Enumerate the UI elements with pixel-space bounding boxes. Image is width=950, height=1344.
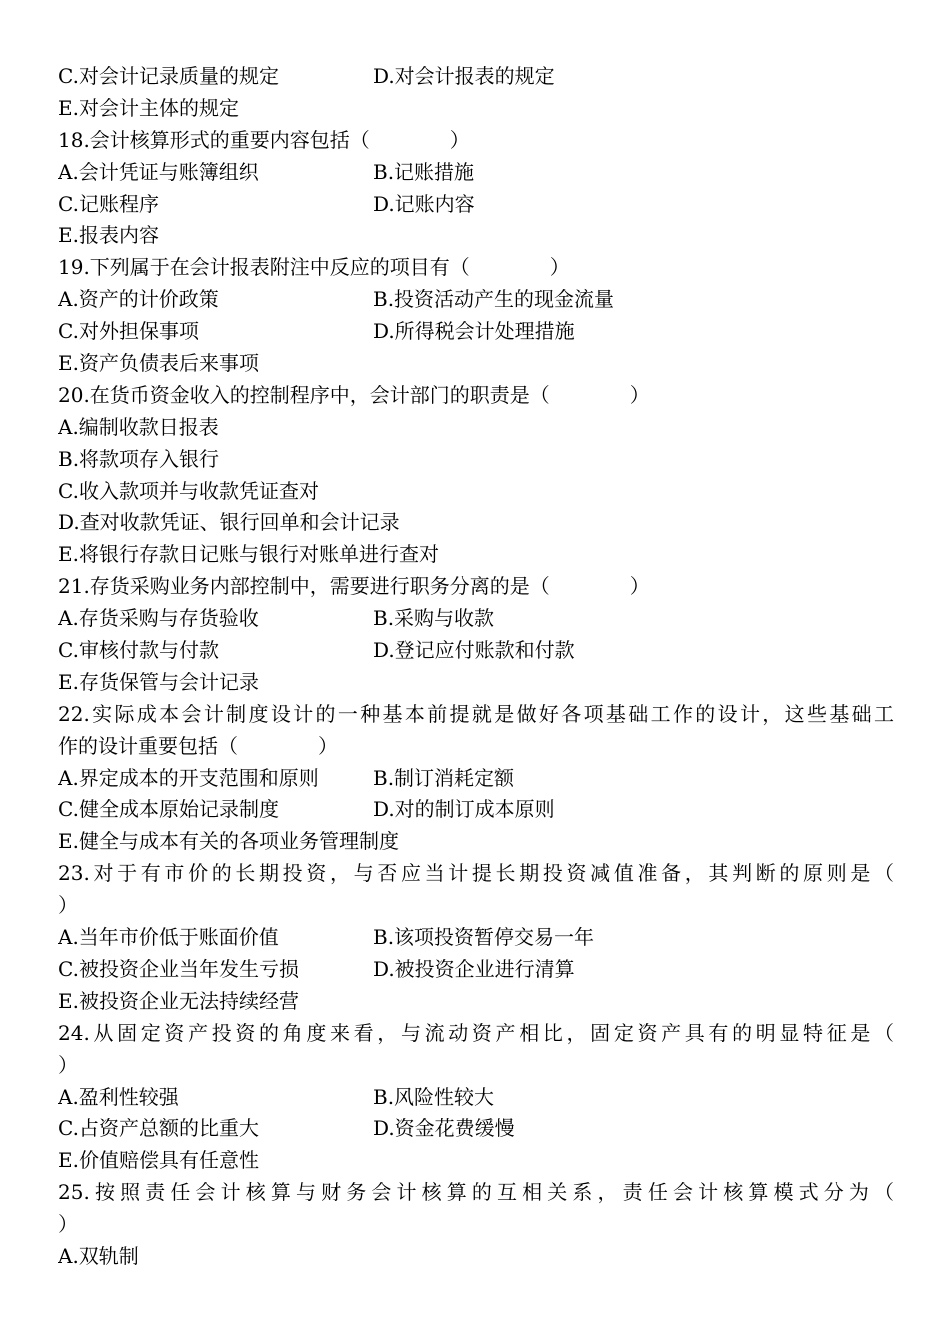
option-text: B.记账措施 bbox=[373, 159, 475, 184]
option-row bbox=[58, 794, 894, 826]
text-line: ） bbox=[58, 893, 78, 918]
option-row bbox=[58, 954, 894, 986]
question-text: 18.会计核算形式的重要内容包括（ ） bbox=[58, 127, 470, 152]
option-text: B.该项投资暂停交易一年 bbox=[373, 925, 595, 950]
option-row bbox=[58, 603, 894, 635]
question-text: 21.存货采购业务内部控制中，需要进行职务分离的是（ ） bbox=[58, 574, 650, 599]
text-line: E.健全与成本有关的各项业务管理制度 bbox=[58, 829, 399, 854]
text-line: E.将银行存款日记账与银行对账单进行查对 bbox=[58, 542, 439, 567]
option-text: D.对的制订成本原则 bbox=[373, 797, 555, 822]
text-line: E.被投资企业无法持续经营 bbox=[58, 988, 299, 1013]
option-text: B.制订消耗定额 bbox=[373, 765, 515, 790]
option-text: A.资产的计价政策 bbox=[58, 287, 219, 312]
text-line: ） bbox=[58, 1212, 78, 1237]
text-line: C.收入款项并与收款凭证查对 bbox=[58, 478, 319, 503]
option-text: D.所得税会计处理措施 bbox=[373, 319, 575, 344]
option-text: B.采购与收款 bbox=[373, 606, 495, 631]
option-row bbox=[58, 61, 894, 93]
option-row bbox=[58, 284, 894, 316]
option-text: C.记账程序 bbox=[58, 191, 159, 216]
option-text: D.记账内容 bbox=[373, 191, 475, 216]
option-text: A.存货采购与存货验收 bbox=[58, 606, 259, 631]
option-text: C.对会计记录质量的规定 bbox=[58, 64, 279, 88]
question-text: 20.在货币资金收入的控制程序中，会计部门的职责是（ ） bbox=[58, 382, 650, 407]
option-text: C.占资产总额的比重大 bbox=[58, 1116, 259, 1141]
option-text: A.界定成本的开支范围和原则 bbox=[58, 765, 319, 790]
option-row bbox=[58, 1113, 894, 1145]
text-line: E.资产负债表后来事项 bbox=[58, 351, 259, 376]
option-row bbox=[58, 316, 894, 348]
text-line: D.查对收款凭证、银行回单和会计记录 bbox=[58, 510, 400, 535]
text-line: 作的设计重要包括（ ） bbox=[58, 733, 338, 758]
option-text: A.会计凭证与账簿组织 bbox=[58, 159, 259, 184]
question-text: 23.对于有市价的长期投资，与否应当计提长期投资减值准备，其判断的原则是（ bbox=[58, 861, 894, 886]
option-row bbox=[58, 189, 894, 221]
text-line: A.双轨制 bbox=[58, 1243, 139, 1268]
option-row bbox=[58, 635, 894, 667]
option-text: A.盈利性较强 bbox=[58, 1084, 179, 1109]
question-text: 24.从固定资产投资的角度来看，与流动资产相比，固定资产具有的明显特征是（ bbox=[58, 1020, 894, 1045]
option-text: B.风险性较大 bbox=[373, 1084, 495, 1109]
document-body bbox=[58, 61, 894, 1273]
text-line: E.存货保管与会计记录 bbox=[58, 669, 259, 694]
option-text: D.对会计报表的规定 bbox=[373, 64, 555, 88]
option-text: D.登记应付账款和付款 bbox=[373, 638, 575, 663]
text-line: E.报表内容 bbox=[58, 223, 159, 248]
option-text: C.审核付款与付款 bbox=[58, 638, 219, 663]
option-row bbox=[58, 1082, 894, 1114]
option-row bbox=[58, 922, 894, 954]
question-text: 19.下列属于在会计报表附注中反应的项目有（ ） bbox=[58, 255, 570, 280]
option-text: D.资金花费缓慢 bbox=[373, 1116, 515, 1141]
option-text: A.当年市价低于账面价值 bbox=[58, 925, 279, 950]
question-text: 22.实际成本会计制度设计的一种基本前提就是做好各项基础工作的设计，这些基础工 bbox=[58, 701, 894, 726]
option-text: B.投资活动产生的现金流量 bbox=[373, 287, 615, 312]
option-text: D.被投资企业进行清算 bbox=[373, 956, 575, 981]
text-line: E.价值赔偿具有任意性 bbox=[58, 1148, 259, 1173]
option-text: C.健全成本原始记录制度 bbox=[58, 797, 279, 822]
text-line: B.将款项存入银行 bbox=[58, 446, 220, 471]
option-row bbox=[58, 763, 894, 795]
text-line: ） bbox=[58, 1052, 78, 1077]
text-line: E.对会计主体的规定 bbox=[58, 95, 239, 120]
option-row bbox=[58, 157, 894, 189]
option-text: C.对外担保事项 bbox=[58, 319, 199, 344]
option-text: C.被投资企业当年发生亏损 bbox=[58, 956, 299, 981]
question-text: 25.按照责任会计核算与财务会计核算的互相关系，责任会计核算模式分为（ bbox=[58, 1180, 894, 1205]
text-line: A.编制收款日报表 bbox=[58, 414, 219, 439]
